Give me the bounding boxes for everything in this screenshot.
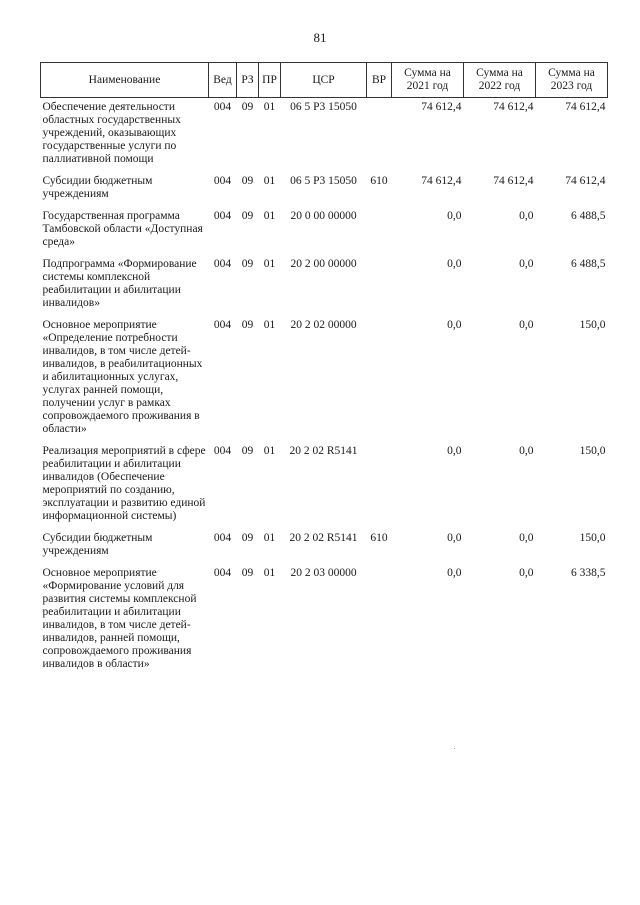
table-row [41,564,608,677]
header-pr: ПР [259,63,281,98]
header-sum-2023: Сумма на 2023 год [536,63,608,98]
row-vr: 610 [370,175,388,187]
row-csr: 20 2 02 R5141 [289,445,358,457]
table-row [41,529,608,564]
budget-table [40,62,608,677]
row-vr [367,207,392,255]
row-rz: 09 [241,445,254,457]
row-rz: 09 [241,319,254,331]
row-sum-2023: 150,0 [579,532,606,544]
row-pr: 01 [263,567,276,579]
table-header-row [41,63,608,98]
row-pr: 01 [263,532,276,544]
row-sum-2022: 0,0 [519,319,534,331]
row-csr: 20 0 00 00000 [290,210,357,222]
row-vr [367,255,392,316]
row-pr: 01 [263,175,276,187]
header-sum-2021: Сумма на 2021 год [392,63,464,98]
row-sum-2022: 0,0 [519,567,534,579]
row-ved: 004 [213,532,232,544]
header-csr: ЦСР [281,63,367,98]
row-sum-2021: 74 612,4 [421,101,462,113]
row-rz: 09 [241,175,254,187]
row-name: Реализация мероприятий в сфере реабилитации и абилитации инвалидов (Обеспечение мероприятий по созданию, эксплуатации и развитию единой информационной системы) [42,445,206,522]
row-name: Субсидии бюджетным учреждениям [42,175,153,200]
row-name: Основное мероприятие «Формирование условий для развития системы комплексной реабилитации и абилитации инвалидов, в том числе детей-инвалидов, ранней помощи, сопровождаемого проживания инвалидов в области» [42,567,197,670]
row-sum-2021: 0,0 [447,319,462,331]
row-ved: 004 [213,175,232,187]
row-sum-2023: 150,0 [579,319,606,331]
table-row [41,255,608,316]
row-ved: 004 [213,101,232,113]
row-vr: 610 [370,532,388,544]
row-csr: 20 2 02 R5141 [289,532,358,544]
row-sum-2021: 0,0 [447,532,462,544]
row-sum-2022: 0,0 [519,210,534,222]
row-sum-2021: 0,0 [447,445,462,457]
row-name: Обеспечение деятельности областных государственных учреждений, оказывающих государственные услуги по паллиативной помощи [42,101,181,165]
row-vr [367,564,392,677]
header-ved: Вед [209,63,237,98]
row-sum-2022: 0,0 [519,445,534,457]
row-vr [367,442,392,529]
scan-speck [454,748,455,749]
row-csr: 06 5 Р3 15050 [290,175,357,187]
table-row [41,172,608,207]
row-name: Подпрограмма «Формирование системы комплексной реабилитации и абилитации инвалидов» [42,258,197,309]
row-sum-2021: 0,0 [447,210,462,222]
header-rz: РЗ [237,63,259,98]
row-rz: 09 [241,101,254,113]
row-vr [367,98,392,173]
row-pr: 01 [263,319,276,331]
row-name: Субсидии бюджетным учреждениям [42,532,153,557]
row-vr [367,316,392,442]
row-sum-2021: 74 612,4 [421,175,462,187]
row-ved: 004 [213,567,232,579]
row-csr: 20 2 03 00000 [290,567,357,579]
row-ved: 004 [213,319,232,331]
row-sum-2023: 6 488,5 [571,210,606,222]
row-rz: 09 [241,210,254,222]
row-pr: 01 [263,445,276,457]
row-sum-2023: 150,0 [579,445,606,457]
header-sum-2022: Сумма на 2022 год [464,63,536,98]
table-row [41,442,608,529]
page-number: 81 [313,30,327,45]
row-rz: 09 [241,567,254,579]
row-sum-2022: 74 612,4 [493,101,534,113]
row-rz: 09 [241,532,254,544]
row-name: Основное мероприятие «Определение потребности инвалидов, в том числе детей-инвалидов, в реабилитационных и абилитационных услугах, услугах ранней помощи, получении услуг в рамках сопровождаемого проживания в области» [42,319,203,435]
row-sum-2023: 6 488,5 [571,258,606,270]
row-ved: 004 [213,210,232,222]
table-row [41,207,608,255]
row-sum-2022: 0,0 [519,532,534,544]
row-pr: 01 [263,101,276,113]
row-sum-2021: 0,0 [447,258,462,270]
row-sum-2023: 74 612,4 [565,175,606,187]
header-name: Наименование [41,63,209,98]
row-csr: 20 2 02 00000 [290,319,357,331]
row-sum-2021: 0,0 [447,567,462,579]
row-rz: 09 [241,258,254,270]
row-csr: 06 5 Р3 15050 [290,101,357,113]
row-pr: 01 [263,258,276,270]
row-ved: 004 [213,445,232,457]
row-sum-2022: 0,0 [519,258,534,270]
header-vr: ВР [367,63,392,98]
table-row [41,316,608,442]
table-row [41,98,608,173]
row-sum-2023: 6 338,5 [571,567,606,579]
row-name: Государственная программа Тамбовской области «Доступная среда» [42,210,203,248]
row-ved: 004 [213,258,232,270]
row-pr: 01 [263,210,276,222]
row-sum-2023: 74 612,4 [565,101,606,113]
row-sum-2022: 74 612,4 [493,175,534,187]
row-csr: 20 2 00 00000 [290,258,357,270]
